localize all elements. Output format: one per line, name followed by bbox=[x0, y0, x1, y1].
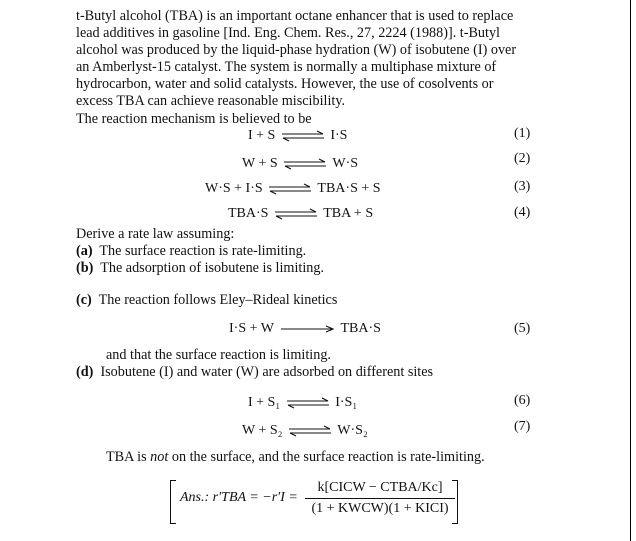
answer-label bbox=[180, 490, 298, 506]
equilibrium-arrow-icon bbox=[268, 183, 312, 195]
part-d-note bbox=[106, 449, 485, 466]
equation-5-number: (5) bbox=[514, 321, 531, 336]
forward-arrow-icon bbox=[279, 324, 335, 334]
equation-4-rhs: TBA + S bbox=[323, 206, 374, 221]
answer-box bbox=[170, 476, 458, 524]
part-c-text: The reaction follows Eley–Rideal kinetics bbox=[98, 292, 338, 308]
equation-3-number: (3) bbox=[514, 179, 531, 194]
equation-3-rhs: TBA·S + S bbox=[317, 181, 381, 196]
equation-1-lhs: I + S bbox=[248, 128, 276, 143]
part-b-label: (b) bbox=[76, 260, 94, 276]
intro-line-5: hydrocarbon, water and solid catalysts. However, the use of cosolvents or bbox=[76, 76, 494, 93]
equation-6-lhs: I + S₁ bbox=[248, 395, 281, 410]
equation-6-rhs: I·S₁ bbox=[335, 395, 358, 410]
part-c-label: (c) bbox=[76, 292, 92, 308]
equation-1 bbox=[248, 127, 347, 144]
equation-2 bbox=[242, 155, 358, 172]
part-c-continuation: and that the surface reaction is limiting. bbox=[106, 347, 331, 363]
equation-7 bbox=[242, 422, 368, 439]
part-b-text: The adsorption of isobutene is limiting. bbox=[100, 260, 325, 276]
equation-3-lhs: W·S + I·S bbox=[205, 181, 263, 196]
derive-instruction: Derive a rate law assuming: bbox=[76, 226, 235, 242]
intro-line-2: lead additives in gasoline [Ind. Eng. Chem. Res., 27, 2224 (1988)]. t-Butyl bbox=[76, 25, 500, 42]
equation-5-lhs: I·S + W bbox=[229, 321, 274, 336]
page-edge-line bbox=[630, 0, 631, 541]
equation-1-rhs: I·S bbox=[330, 128, 348, 143]
part-c bbox=[76, 292, 337, 309]
equation-6-number: (6) bbox=[514, 393, 531, 408]
part-b bbox=[76, 260, 324, 277]
equilibrium-arrow-icon bbox=[288, 425, 332, 437]
intro-paragraph bbox=[76, 8, 546, 128]
intro-line-1: t-Butyl alcohol (TBA) is an important octane enhancer that is used to replace bbox=[76, 8, 514, 24]
part-d-text: Isobutene (I) and water (W) are adsorbed on different sites bbox=[100, 364, 434, 380]
part-a-text: The surface reaction is rate-limiting. bbox=[99, 243, 307, 259]
equilibrium-arrow-icon bbox=[281, 130, 325, 142]
equation-5-rhs: TBA·S bbox=[340, 321, 381, 336]
equation-4 bbox=[228, 205, 373, 222]
answer-fraction bbox=[305, 479, 455, 518]
equation-2-rhs: W·S bbox=[332, 156, 359, 171]
equation-4-number: (4) bbox=[514, 205, 531, 220]
equilibrium-arrow-icon bbox=[286, 397, 330, 409]
part-d bbox=[76, 364, 433, 381]
intro-line-4: an Amberlyst-15 catalyst. The system is normally a multiphase mixture of bbox=[76, 59, 497, 76]
equation-6 bbox=[248, 394, 357, 411]
part-d-note-post: on the surface, and the surface reaction is rate-limiting. bbox=[168, 449, 485, 465]
answer-bracket-right bbox=[452, 480, 458, 524]
part-d-note-pre: TBA is bbox=[106, 449, 151, 465]
equation-7-number: (7) bbox=[514, 419, 531, 434]
equation-4-lhs: TBA·S bbox=[228, 206, 269, 221]
answer-lhs: r′TBA = −r′I = bbox=[212, 490, 298, 505]
answer-prefix: Ans.: bbox=[180, 490, 210, 505]
intro-line-6: excess TBA can achieve reasonable miscibility. bbox=[76, 93, 346, 110]
part-a bbox=[76, 243, 306, 260]
answer-bracket-left bbox=[170, 480, 176, 524]
equation-2-number: (2) bbox=[514, 151, 531, 166]
answer-denominator: (1 + KWCW)(1 + KICI) bbox=[311, 501, 449, 516]
part-a-label: (a) bbox=[76, 243, 93, 259]
equilibrium-arrow-icon bbox=[283, 158, 327, 170]
answer-numerator: k[CICW − CTBA/Kc] bbox=[317, 480, 443, 495]
intro-line-3: alcohol was produced by the liquid-phase hydration (W) of isobutene (I) over bbox=[76, 42, 517, 59]
fraction-bar bbox=[305, 498, 455, 499]
part-d-label: (d) bbox=[76, 364, 94, 380]
part-d-note-emphasis: not bbox=[150, 449, 169, 465]
equation-2-lhs: W + S bbox=[242, 156, 278, 171]
equation-1-number: (1) bbox=[514, 126, 531, 141]
equation-7-lhs: W + S₂ bbox=[242, 423, 283, 438]
mechanism-intro: The reaction mechanism is believed to be bbox=[76, 110, 312, 127]
equation-5 bbox=[229, 320, 381, 337]
equilibrium-arrow-icon bbox=[274, 208, 318, 220]
equation-7-rhs: W·S₂ bbox=[337, 423, 368, 438]
equation-3 bbox=[205, 180, 381, 197]
